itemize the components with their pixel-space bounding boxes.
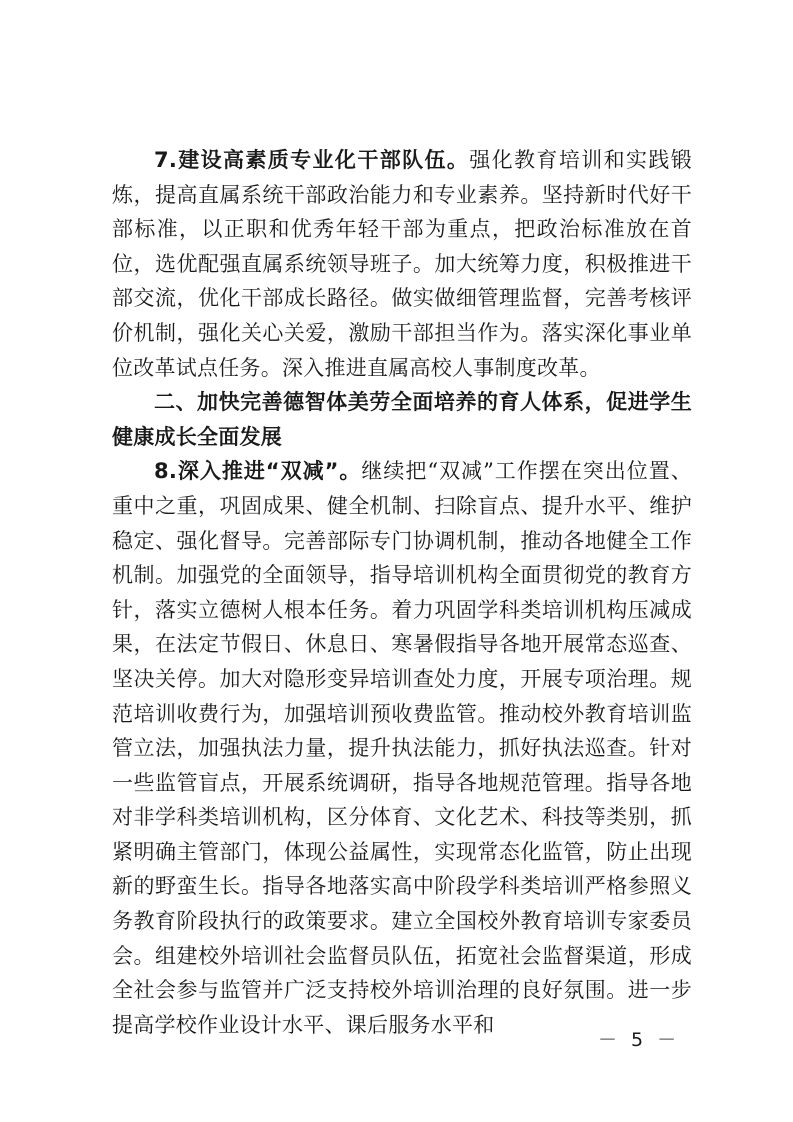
section-7-paragraph <box>112 143 692 385</box>
section-8-paragraph <box>112 454 692 1042</box>
section-8-text: 继续把“双减”工作摆在突出位置、重中之重，巩固成果、健全机制、扫除盲点、提升水平、维护稳定、强化督导。完善部际专门协调机制，推动各地健全工作机制。加强党的全面领导，指导培训机构全面贯彻党的教育方针，落实立德树人根本任务。着力巩固学科类培训机构压减成果，在法定节假日、休息日、寒暑假指导各地开展常态巡查、坚决关停。加大对隐形变异培训查处力度，开展专项治理。规范培训收费行为，加强培训预收费监管。推动校外教育培训监管立法，加强执法力量，提升执法能力，抓好执法巡查。针对一些监管盲点，开展系统调研，指导各地规范管理。指导各地对非学科类培训机构，区分体育、文化艺术、科技等类别，抓紧明确主管部门，体现公益属性，实现常态化监管，防止出现新的野蛮生长。指导各地落实高中阶段学科类培训严格参照义务教育阶段执行的政策要求。建立全国校外教育培训专家委员会。组建校外培训社会监督员队伍，拓宽社会监督渠道，形成全社会参与监管并广泛支持校外培训治理的良好氛围。进一步提高学校作业设计水平、课后服务水平和 <box>112 459 692 1037</box>
page-number: － 5 － <box>598 1029 681 1051</box>
section-7-text: 强化教育培训和实践锻炼，提高直属系统干部政治能力和专业素养。坚持新时代好干部标准，以正职和优秀年轻干部为重点，把政治标准放在首位，选优配强直属系统领导班子。加大统筹力度，积极推进干部交流，优化干部成长路径。做实做细管理监督，完善考核评价机制，强化关心关爱，激励干部担当作为。落实深化事业单位改革试点任务。深入推进直属高校人事制度改革。 <box>112 148 692 380</box>
section-heading-2: 二、加快完善德智体美劳全面培养的育人体系，促进学生健康成长全面发展 <box>112 390 692 449</box>
document-body <box>112 143 692 1042</box>
section-7-title: 7.建设高素质专业化干部队伍。 <box>154 148 470 172</box>
section-8-title: 8.深入推进“双减”。 <box>154 459 362 484</box>
